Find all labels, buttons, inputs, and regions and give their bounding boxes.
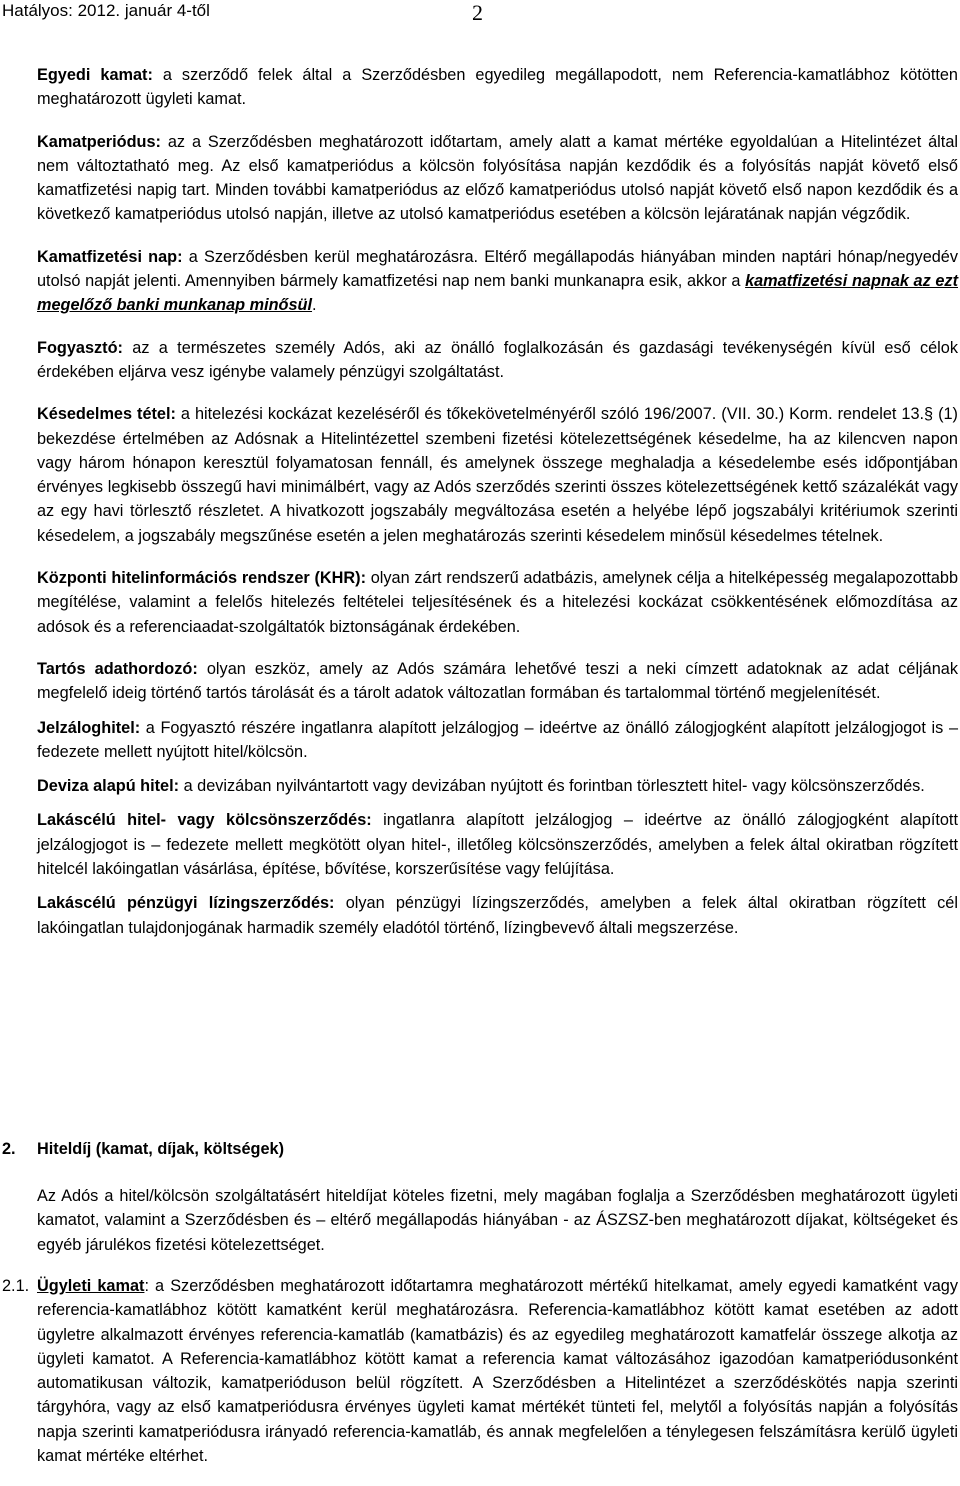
- definition-lakascelu-lizing: [37, 891, 958, 940]
- definition-term: Központi hitelinformációs rendszer (KHR):: [37, 569, 366, 588]
- definition-text: a szerződő felek által a Szerződésben egyedileg megállapodott, nem Referencia-kamatlábhoz kötötten meghatározott ügyleti kamat.: [37, 66, 958, 109]
- definition-text: a Szerződésben kerül meghatározásra. Eltérő megállapodás hiányában minden naptári hónap/negyedév utolsó napját jelenti. Amennyiben bármely kamatfizetési nap nem banki munkanapra esik, akkor a: [37, 247, 958, 291]
- definitions-list: [37, 63, 958, 958]
- definition-term: Egyedi kamat:: [37, 66, 153, 84]
- definition-text: a devizában nyilvántartott vagy devizában nyújtott és forintban törlesztett hitel- vagy kölcsönszerződés.: [179, 777, 925, 796]
- effective-date: Hatályos: 2012. január 4-től: [2, 1, 210, 20]
- definition-term: Kamatfizetési nap:: [37, 247, 183, 266]
- definition-kesedelmes-tetel: [37, 402, 958, 548]
- definition-text: a hitelezési kockázat kezeléséről és tőkekövetelményéről szóló 196/2007. (VII. 30.) Korm. rendelet 13.§ (1) bekezdése értelmében az Adósnak a Hitelintézettel szembeni fizetési kötelezettségének késedelme, ha az kilencven napon vagy három hónapon keresztül folyamatosan fennáll, és amelynek összege meghaladja a késedelembe esés időpontjában érvényes legkisebb összegű havi minimálbért, vagy az Adós szerződés szerinti összes kötelezettségének kettő százalékát vagy az egy havi törlesztő részletet. A hivatkozott jogszabály megváltozása esetén a helyébe lépő jogszabályi kritériumok szerinti késedelem, a jogszabály megszűnése esetén a jelen meghatározás szerinti késedelem minősül késedelmes tételnek.: [37, 405, 958, 545]
- definition-kamatperiodus: [37, 130, 958, 227]
- subsection-term: Ügyleti kamat: [37, 1277, 145, 1295]
- section-title: Hiteldíj (kamat, díjak, költségek): [37, 1140, 285, 1158]
- definition-deviza-alapu-hitel: [37, 774, 958, 798]
- definition-text: a Fogyasztó részére ingatlanra alapított jelzálogjog – ideértve az önálló zálogjogként alapított jelzálogjogot is – fedezete mellett nyújtott hitel/kölcsön.: [37, 718, 958, 761]
- definition-text: olyan pénzügyi lízingszerződés, amelyben a felek által okiratban rögzített cél lakóingatlan tulajdonjogának harmadik személy eladótól történő, lízingbevevő általi megszerzése.: [37, 894, 958, 937]
- subsection-body: : a Szerződésben meghatározott időtartamra meghatározott mértékű hitelkamat, amely egyedi kamatként vagy referencia-kamatlábhoz kötött kamatként kerül meghatározásra. Referencia-kamatlábhoz kötött kamat esetében az adott ügyletre alkalmazott érvényes referencia-kamatláb (kamatbázis) és az egyedileg meghatározott kamatfelár összege alkotja az ügyleti kamatot. A Referencia-kamatlábhoz kötött kamat a referencia kamat változásához igazodóan kamatperiódusonként automatikusan változik, kamatperióduson belül rögzített. A Szerződésben a Hitelintézet a szerződéskötés napja szerinti tárgyhóra, vagy az első kamatperiódusra érvényes ügyleti kamat mértékét tünteti fel, melytől a folyósítás napján a folyósítás napja szerinti kamatperiódusra irányadó referencia-kamatláb, és annak megfelelően a ténylegesen felszámításra kerülő ügyleti kamat mértéke eltérhet.: [37, 1277, 958, 1466]
- definition-egyedi-kamat: [37, 63, 958, 112]
- definition-term: Kamatperiódus:: [37, 132, 161, 151]
- definition-term: Tartós adathordozó:: [37, 659, 198, 678]
- definition-text: az a természetes személy Adós, aki az önálló foglalkozásán és gazdasági tevékenységén kívül eső célok érdekében eljárva vesz igénybe valamely pénzügyi szolgáltatást.: [37, 338, 958, 381]
- definition-term: Lakáscélú hitel- vagy kölcsönszerződés:: [37, 811, 372, 830]
- page-number: 2: [472, 0, 483, 25]
- definition-term: Jelzáloghitel:: [37, 718, 141, 737]
- definition-term: Késedelmes tétel:: [37, 405, 176, 424]
- definition-text: olyan zárt rendszerű adatbázis, amelynek célja a hitelképesség megalapozottabb megítélése, valamint a felelős hitelezés feltételei teljesítésének és a hitelezési kockázat csökkentésének előmozdítása az adósok és a referenciaadat-szolgáltatók biztonságának érdekében.: [37, 569, 959, 636]
- subsection-number: 2.1.: [2, 1277, 30, 1295]
- section-number: 2.: [2, 1140, 16, 1158]
- definition-text: ingatlanra alapított jelzálogjog – ideértve az önálló zálogjogként alapított jelzálogjogot is – fedezete mellett megkötött olyan hitel-, illetőleg kölcsönszerződés, amelyben a felek által okiratban rögzített hitelcél lakóingatlan vásárlása, építése, bővítése, korszerűsítése vagy felújítása.: [37, 811, 958, 879]
- definition-tartos-adathordozo: [37, 657, 958, 706]
- subsection-text: [37, 1274, 958, 1468]
- definition-khr: [37, 566, 958, 639]
- definition-fogyaszto: [37, 336, 958, 385]
- definition-term: Deviza alapú hitel:: [37, 777, 180, 796]
- section-2-intro: [37, 1184, 958, 1275]
- section-2-heading: [2, 1137, 284, 1161]
- definition-text: olyan eszköz, amely az Adós számára lehetővé teszi a neki címzett adatoknak az adat céljának megfelelő ideig történő tartós tárolását és a tárolt adatok változatlan formában és tartalommal történő megjelenítését.: [37, 659, 958, 703]
- page-header: [0, 0, 960, 30]
- definition-lakascelu-hitel: [37, 808, 958, 881]
- definition-term: Fogyasztó:: [37, 338, 123, 357]
- definition-tail: .: [312, 296, 317, 315]
- definition-term: Lakáscélú pénzügyi lízingszerződés:: [37, 894, 335, 913]
- definition-text: az a Szerződésben meghatározott időtartam, amely alatt a kamat mértéke egyoldalúan a Hitelintézet által nem változtatható meg. Az első kamatperiódus a kölcsön folyósítása napján kezdődik és a folyósítás napját követő első kamatfizetési napig tart. Minden további kamatperiódus az előző kamatperiódus utolsó napját követő első napon kezdődik és a következő kamatperiódus utolsó napján, illetve az utolsó kamatperiódus esetében a kölcsön lejáratának napján végződik.: [37, 132, 958, 224]
- section-2-intro-text: Az Adós a hitel/kölcsön szolgáltatásért hiteldíjat köteles fizetni, mely magában foglalja a Szerződésben meghatározott ügyleti kamatot, valamint a Szerződésben és – eltérő megállapodás hiányában - az ÁSZSZ-ben meghatározott díjakat, költségeket és egyéb járulékos fizetési kötelezettséget.: [37, 1187, 958, 1254]
- definition-jelzaloghitel: [37, 716, 958, 765]
- definition-kamatfizetesi-nap: [37, 245, 958, 318]
- definition-emphasis: kamatfizetési napnak az ezt megelőző banki munkanap minősül: [37, 272, 958, 315]
- section-2-1: [2, 1274, 958, 1486]
